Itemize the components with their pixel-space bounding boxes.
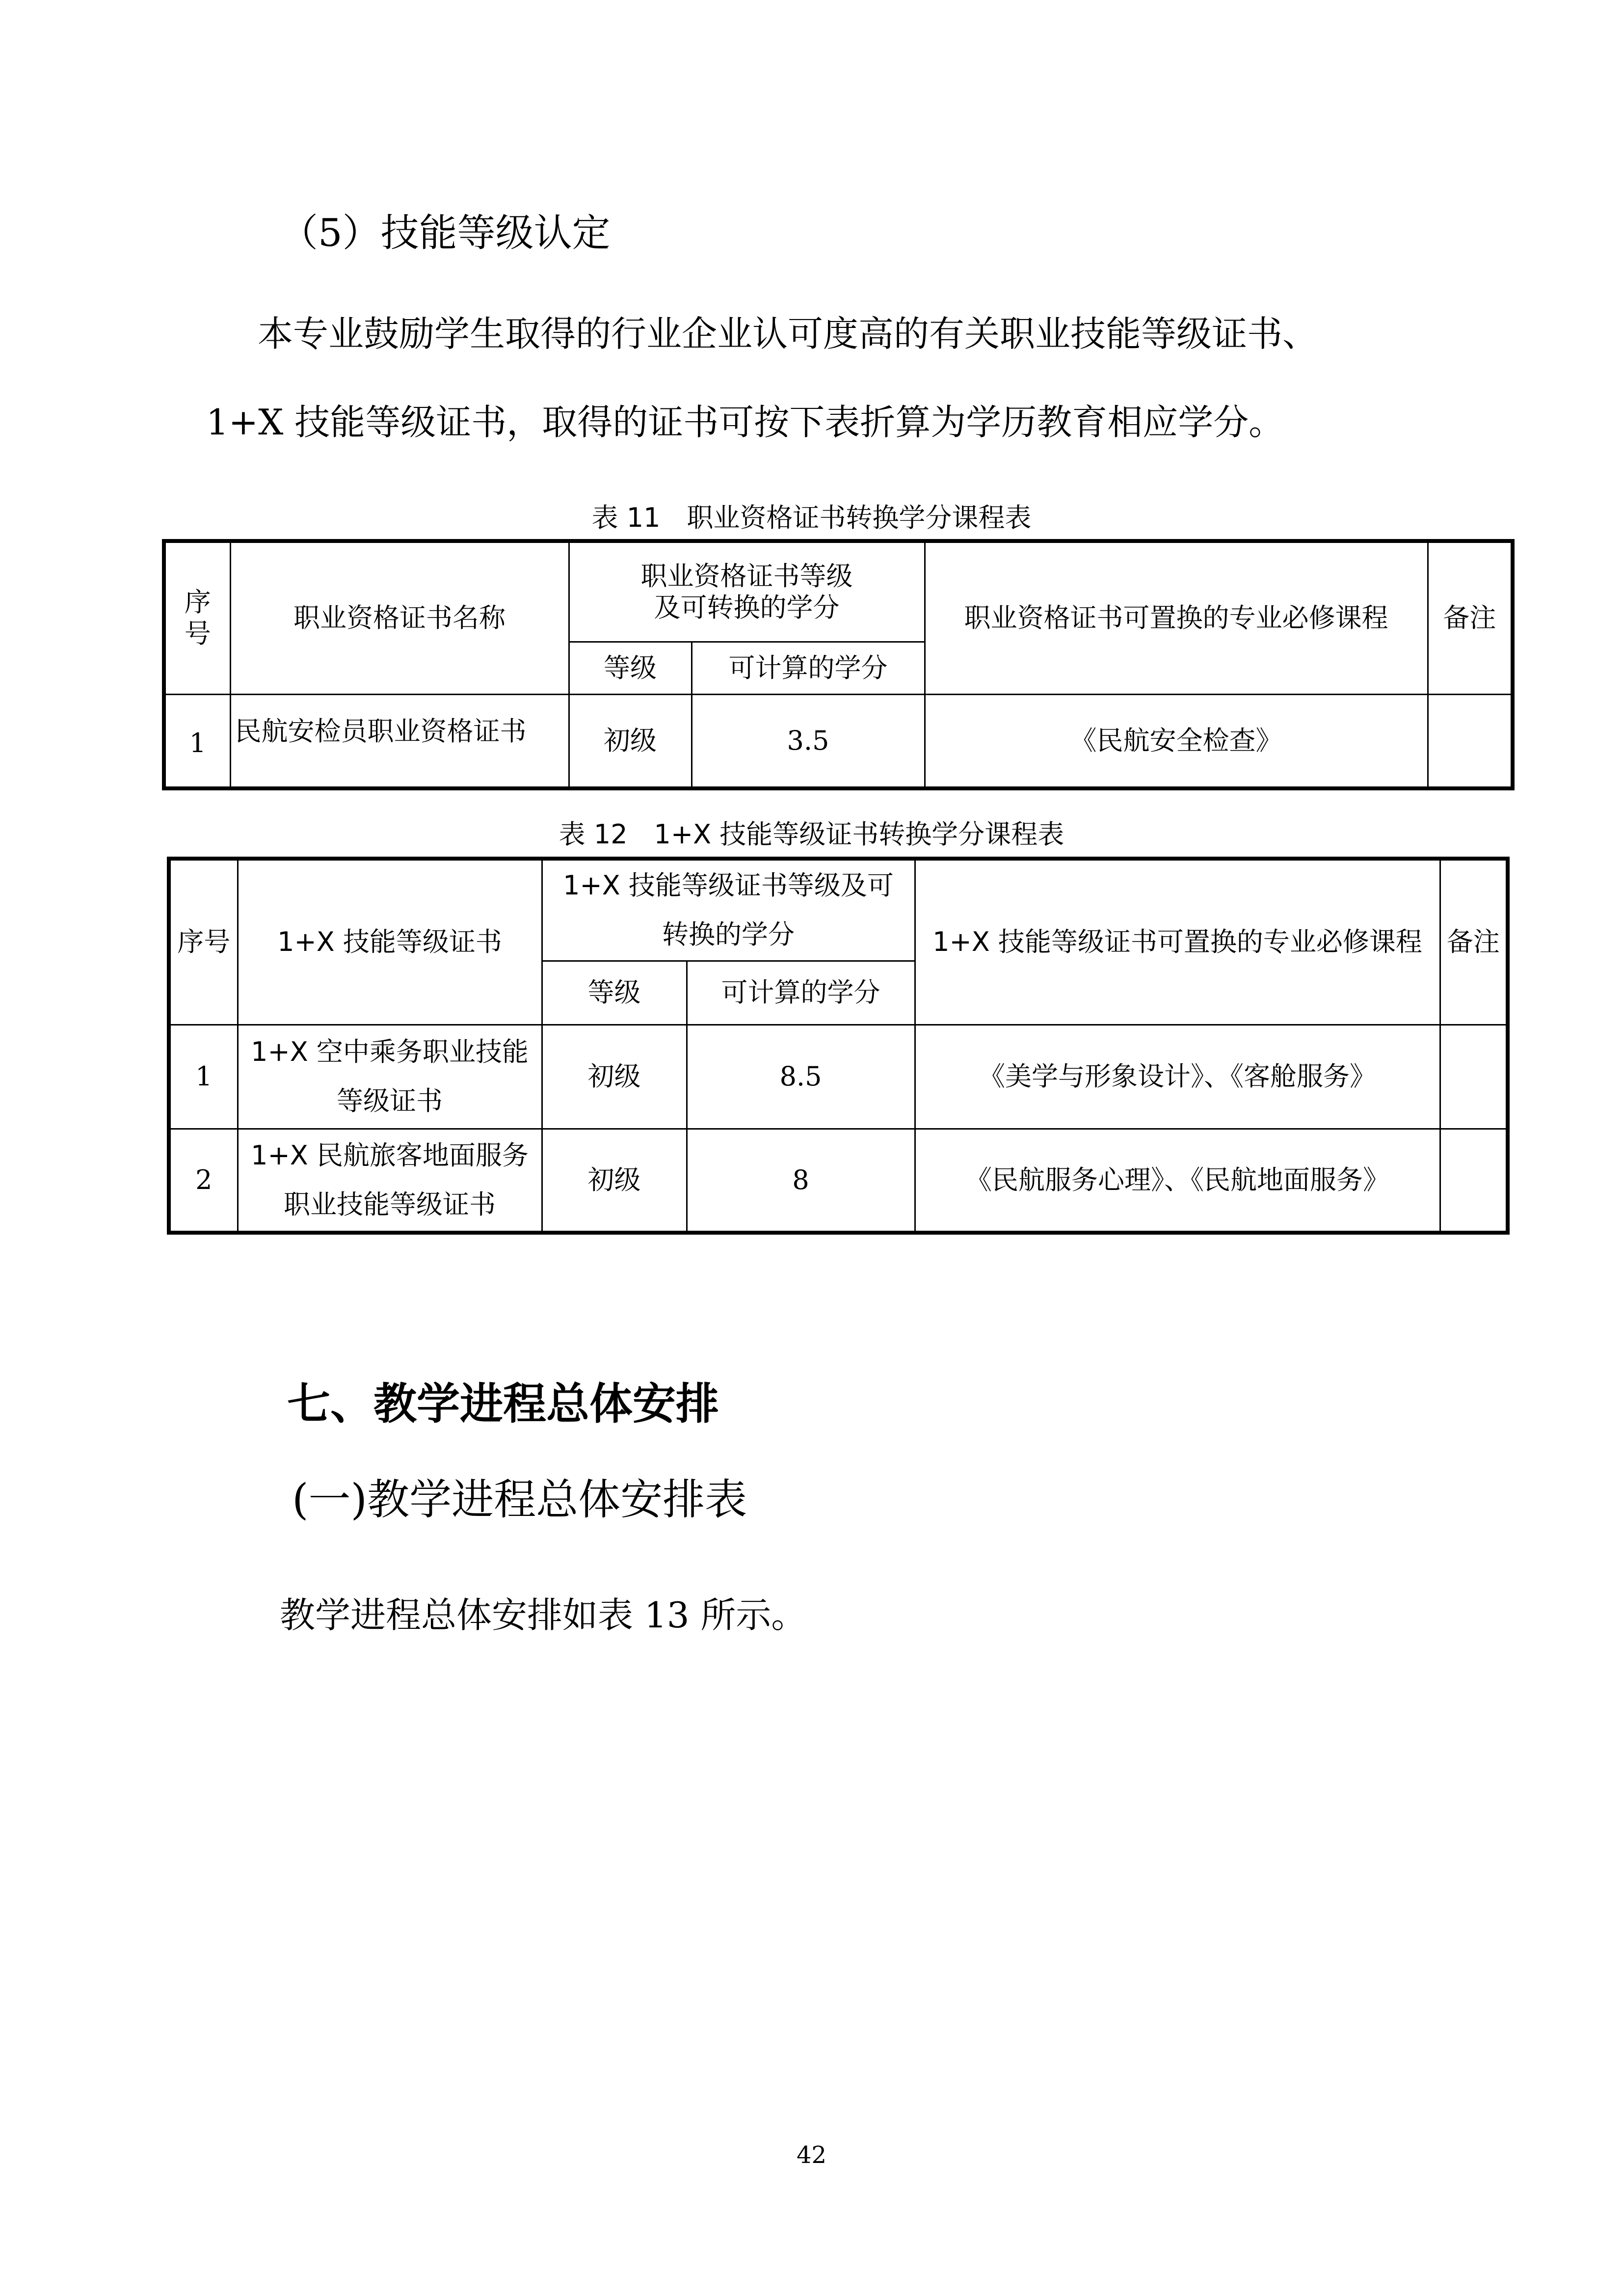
table12 <box>167 857 1510 1235</box>
t11-header-level: 等级 <box>569 642 692 694</box>
t11-header-name: 职业资格证书名称 <box>230 541 569 694</box>
table-cell: 3.5 <box>692 694 925 788</box>
intro-paragraph-line-1: 本专业鼓励学生取得的行业企业认可度高的有关职业技能等级证书、 <box>258 313 1318 354</box>
table-cell <box>1440 1025 1508 1129</box>
table-cell: 《民航服务心理》、《民航地面服务》 <box>915 1129 1440 1233</box>
t12-header-course: 1+X 技能等级证书可置换的专业必修课程 <box>915 859 1440 1025</box>
t11-header-note: 备注 <box>1428 541 1513 694</box>
table-row <box>164 694 1513 788</box>
page-number: 42 <box>796 2141 827 2169</box>
chapter-title: 七、教学进程总体安排 <box>287 1378 719 1429</box>
table-cell: 8 <box>687 1129 915 1233</box>
intro-paragraph-line-2: 1+X 技能等级证书，取得的证书可按下表折算为学历教育相应学分。 <box>206 402 1284 443</box>
t12-header-group: 1+X 技能等级证书等级及可 转换的学分 <box>542 859 915 961</box>
section-title: (一)教学进程总体安排表 <box>292 1475 747 1524</box>
sub-heading: （5）技能等级认定 <box>280 211 611 255</box>
table-cell: 民航安检员职业资格证书 <box>230 694 569 788</box>
t12-header-level: 等级 <box>542 961 687 1025</box>
table-cell: 初级 <box>542 1129 687 1233</box>
t12-header-credit: 可计算的学分 <box>687 961 915 1025</box>
table-cell <box>1428 694 1513 788</box>
t11-header-credit: 可计算的学分 <box>692 642 925 694</box>
table-cell: 2 <box>169 1129 238 1233</box>
table-cell: 《美学与形象设计》、《客舱服务》 <box>915 1025 1440 1129</box>
table-cell: 1 <box>164 694 230 788</box>
t12-header-name: 1+X 技能等级证书 <box>238 859 542 1025</box>
table-cell: 8.5 <box>687 1025 915 1129</box>
t11-header-group: 职业资格证书等级 及可转换的学分 <box>569 541 925 642</box>
table-cell: 《民航安全检查》 <box>925 694 1428 788</box>
table-cell: 初级 <box>569 694 692 788</box>
table-cell: 1+X 民航旅客地面服务 职业技能等级证书 <box>238 1129 542 1233</box>
table-cell: 1 <box>169 1025 238 1129</box>
t12-header-note: 备注 <box>1440 859 1508 1025</box>
table-cell: 初级 <box>542 1025 687 1129</box>
table12-caption: 表 12 1+X 技能等级证书转换学分课程表 <box>559 819 1064 850</box>
t11-header-course: 职业资格证书可置换的专业必修课程 <box>925 541 1428 694</box>
table11-caption: 表 11 职业资格证书转换学分课程表 <box>591 502 1032 533</box>
t11-header-seq: 序 号 <box>164 541 230 694</box>
table11 <box>162 539 1515 790</box>
table-cell: 1+X 空中乘务职业技能 等级证书 <box>238 1025 542 1129</box>
body-text: 教学进程总体安排如表 13 所示。 <box>280 1594 807 1636</box>
t12-header-seq: 序号 <box>169 859 238 1025</box>
table-row <box>169 1025 1508 1129</box>
table-row <box>169 1129 1508 1233</box>
table-cell <box>1440 1129 1508 1233</box>
